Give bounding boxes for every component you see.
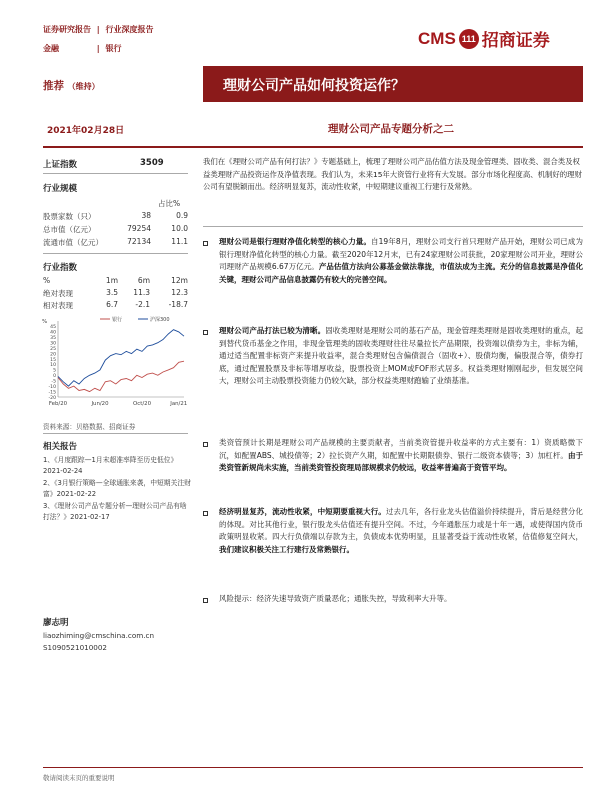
bullet-conclusion: 产品估值方法向公募基金做法靠拢，市值法成为主流。充分的信息披露是净值化关键，理财公司产品信息披露仍有较大的完善空间。 bbox=[219, 262, 584, 284]
analyst-email[interactable]: liaozhiming@cmschina.com.cn bbox=[43, 631, 155, 640]
separator: | bbox=[96, 44, 100, 53]
scale-title: 行业规模 bbox=[43, 184, 78, 194]
analyst-cert: S1090521010002 bbox=[43, 643, 108, 652]
y-axis-label: % bbox=[42, 319, 48, 325]
perf-title: 行业指数 bbox=[43, 263, 78, 273]
table-row bbox=[43, 211, 188, 224]
bullet-paragraph bbox=[219, 325, 583, 388]
row-label: 股票家数（只） bbox=[43, 212, 96, 221]
scale-pct-header: 占比% bbox=[158, 199, 181, 208]
bullet-icon bbox=[203, 330, 208, 335]
row-value: -18.7 bbox=[168, 300, 188, 309]
footer-divider bbox=[43, 767, 583, 768]
section-divider bbox=[43, 433, 188, 434]
section-divider bbox=[43, 253, 188, 254]
x-tick-label: Oct/20 bbox=[133, 401, 151, 407]
row-pct: 11.1 bbox=[171, 237, 188, 246]
bullet-paragraph bbox=[219, 506, 583, 556]
table-row bbox=[43, 300, 188, 312]
series-line-csi300 bbox=[58, 330, 184, 386]
sector-value: 银行 bbox=[105, 44, 122, 53]
bullet-text: 自19年8月，理财公司支行首只理财产品开始，理财公司已成为银行理财净值化转型的核心力量。截至2020年12月末，已有24家理财公司获批，20家理财公司开业，理财公司理财产品规模6.67万亿元。 bbox=[219, 237, 583, 272]
x-tick-label: Feb/20 bbox=[48, 401, 68, 407]
row-value: 79254 bbox=[127, 224, 151, 233]
bullet-icon bbox=[203, 442, 208, 447]
analyst-name: 廖志明 bbox=[43, 618, 69, 628]
y-tick-label: 30 bbox=[50, 341, 56, 347]
row-value: 11.3 bbox=[133, 288, 150, 297]
report-title: 理财公司产品如何投资运作？ bbox=[223, 78, 405, 94]
report-type: 证券研究报告 bbox=[43, 25, 91, 34]
bullet-text: 类资管预计长期是理财公司产品规模的主要贡献者，当前类资管提升收益率的方式主要有：1）资质略微下沉，如配置ABS、城投债等；2）拉长资产久期，如配置中长期限债券、银行二级资本债等；3）加杠杆。 bbox=[219, 438, 583, 460]
legend-label: 银行 bbox=[112, 317, 123, 323]
table-row bbox=[43, 237, 188, 250]
series-line-bank bbox=[58, 361, 184, 391]
scale-table bbox=[43, 211, 188, 250]
footer-note: 敬请阅读末页的重要说明 bbox=[43, 774, 115, 782]
rating-qualifier: （维持） bbox=[67, 82, 100, 91]
y-tick-label: 0 bbox=[53, 374, 56, 380]
table-header bbox=[43, 276, 188, 288]
related-list bbox=[43, 455, 193, 522]
table-row bbox=[43, 224, 188, 237]
logo-mark-icon: 111 bbox=[459, 29, 479, 49]
performance-chart bbox=[40, 315, 190, 415]
row-value: 12.3 bbox=[171, 288, 188, 297]
bullet-icon bbox=[203, 598, 208, 603]
row-value: 72134 bbox=[127, 237, 151, 246]
row-pct: 0.9 bbox=[176, 211, 188, 220]
bullet-heading: 理财公司产品打法已较为清晰。 bbox=[219, 326, 326, 335]
bullet-text: 过去几年，各行业龙头估值溢价持续提升，背后是经营分化的体现。对比其他行业，银行股龙头估值还有提升空间。不过，今年通胀压力或是十年一遇，或使得国内货币政策明显收紧。四大行负债端以存款为主，负债成本优势明显，且显著受益于流动性收紧，估值修复空间大， bbox=[219, 507, 584, 542]
y-tick-label: 20 bbox=[50, 352, 56, 358]
summary-box: 我们在《理财公司产品有何打法？》专题基础上，梳理了理财公司产品估值方法及现金管理类、固收类、混合类及权益类理财产品投资运作及净值表现。我们认为，未来15年大资管行业将有大发展。部分市场化程度高、机制好的理财公司有望脱颖而出。经济明显复苏，流动性收紧，中短期建议重视工行建行及常熟。 bbox=[203, 157, 582, 191]
y-tick-label: 40 bbox=[50, 330, 56, 336]
bullet-heading: 经济明显复苏，流动性收紧，中短期要重视大行。 bbox=[219, 507, 386, 516]
chart-source: 资料来源：贝格数据、招商证券 bbox=[43, 423, 136, 431]
bullet-conclusion: 我们建议积极关注工行建行及常熟银行。 bbox=[219, 544, 354, 554]
bullet-icon bbox=[203, 511, 208, 516]
header-divider bbox=[43, 146, 583, 148]
separator: | bbox=[96, 25, 100, 34]
row-value: 3.5 bbox=[106, 288, 118, 297]
y-tick-label: -20 bbox=[48, 395, 56, 401]
report-subtype: 行业深度报告 bbox=[105, 25, 154, 34]
row-label: 总市值（亿元） bbox=[43, 225, 96, 234]
related-report-link[interactable]: 2、《3月银行策略—全球通胀来袭，中短期关注财富》2021-02-22 bbox=[43, 479, 191, 498]
index-value: 3509 bbox=[140, 158, 164, 168]
y-tick-label: 45 bbox=[50, 325, 56, 331]
logo-cms-text: CMS bbox=[418, 28, 456, 48]
bullet-heading: 理财公司是银行理财净值化转型的核心力量。 bbox=[219, 237, 371, 246]
row-label: 绝对表现 bbox=[43, 289, 73, 298]
perf-table bbox=[43, 276, 188, 312]
risk-warning: 风险提示：经济失速导致资产质量恶化；通胀失控，导致利率大升等。 bbox=[219, 594, 452, 603]
y-tick-label: 5 bbox=[53, 368, 56, 374]
col-header: % bbox=[43, 276, 51, 285]
y-tick-label: -15 bbox=[48, 390, 56, 396]
rating-label: 推荐 bbox=[43, 80, 64, 92]
col-header: 1m bbox=[105, 276, 118, 285]
sector-label: 金融 bbox=[43, 44, 59, 53]
y-tick-label: 10 bbox=[50, 363, 56, 369]
x-tick-label: Jun/20 bbox=[91, 401, 109, 407]
table-row bbox=[43, 288, 188, 300]
logo-company-name: 招商证券 bbox=[481, 31, 550, 51]
related-report-link[interactable]: 1、《月度跟踪—1月末超准率降至历史低位》2021-02-24 bbox=[43, 456, 178, 475]
index-name: 上证指数 bbox=[43, 160, 78, 170]
row-value: -2.1 bbox=[135, 300, 150, 309]
row-value: 38 bbox=[141, 211, 151, 220]
row-label: 流通市值（亿元） bbox=[43, 238, 103, 247]
col-header: 6m bbox=[137, 276, 150, 285]
section-divider bbox=[43, 173, 188, 174]
y-tick-label: -10 bbox=[48, 384, 56, 390]
y-tick-label: 35 bbox=[50, 336, 56, 342]
bullet-conclusion: 由于类资管新规尚未实施，当前类资管投资理局部规模求仍较远，收益率普遍高于资管平均。 bbox=[219, 450, 583, 473]
y-tick-label: 15 bbox=[50, 357, 56, 363]
row-value: 6.7 bbox=[106, 300, 118, 309]
x-tick-label: Jan/21 bbox=[170, 401, 188, 407]
col-header: 12m bbox=[171, 276, 188, 285]
report-date: 2021年02月28日 bbox=[47, 126, 125, 136]
bullet-icon bbox=[203, 241, 208, 246]
row-label: 相对表现 bbox=[43, 301, 73, 310]
bullet-paragraph bbox=[219, 236, 583, 286]
y-tick-label: 25 bbox=[50, 346, 56, 352]
title-banner bbox=[203, 66, 583, 102]
y-tick-label: -5 bbox=[51, 379, 56, 385]
rating bbox=[43, 78, 100, 93]
report-subtitle: 理财公司产品专题分析之二 bbox=[328, 123, 454, 135]
summary-divider bbox=[203, 226, 583, 227]
legend-label: 沪深300 bbox=[150, 317, 170, 323]
related-report-link[interactable]: 3、《理财公司产品专题分析—理财公司产品有啥打法？》2021-02-17 bbox=[43, 502, 187, 521]
row-pct: 10.0 bbox=[171, 224, 188, 233]
bullet-text: 固收类理财是理财公司的基石产品，现金管理类理财是固收类理财的重点，起到替代货币基金之作用，非现金管理类的固收类理财往往尽量拉长产品期限，投资端以债券为主，非标为辅，通过适当配置非标资产来提升收益率，混合类理财包含偏债混合（固收+）、股债均衡，偏股混合等，债券打底，通过配置股票及非标等增厚收益，股票投资上MOM或FOF形式居多。权益类理财刚刚起步，但发展空间大，理财公司主动股票投资能力仍较欠缺，部分权益类理财跑输了业绩基准。 bbox=[219, 326, 584, 386]
bullet-paragraph bbox=[219, 437, 583, 475]
company-logo bbox=[418, 26, 550, 51]
related-title: 相关报告 bbox=[43, 442, 78, 452]
